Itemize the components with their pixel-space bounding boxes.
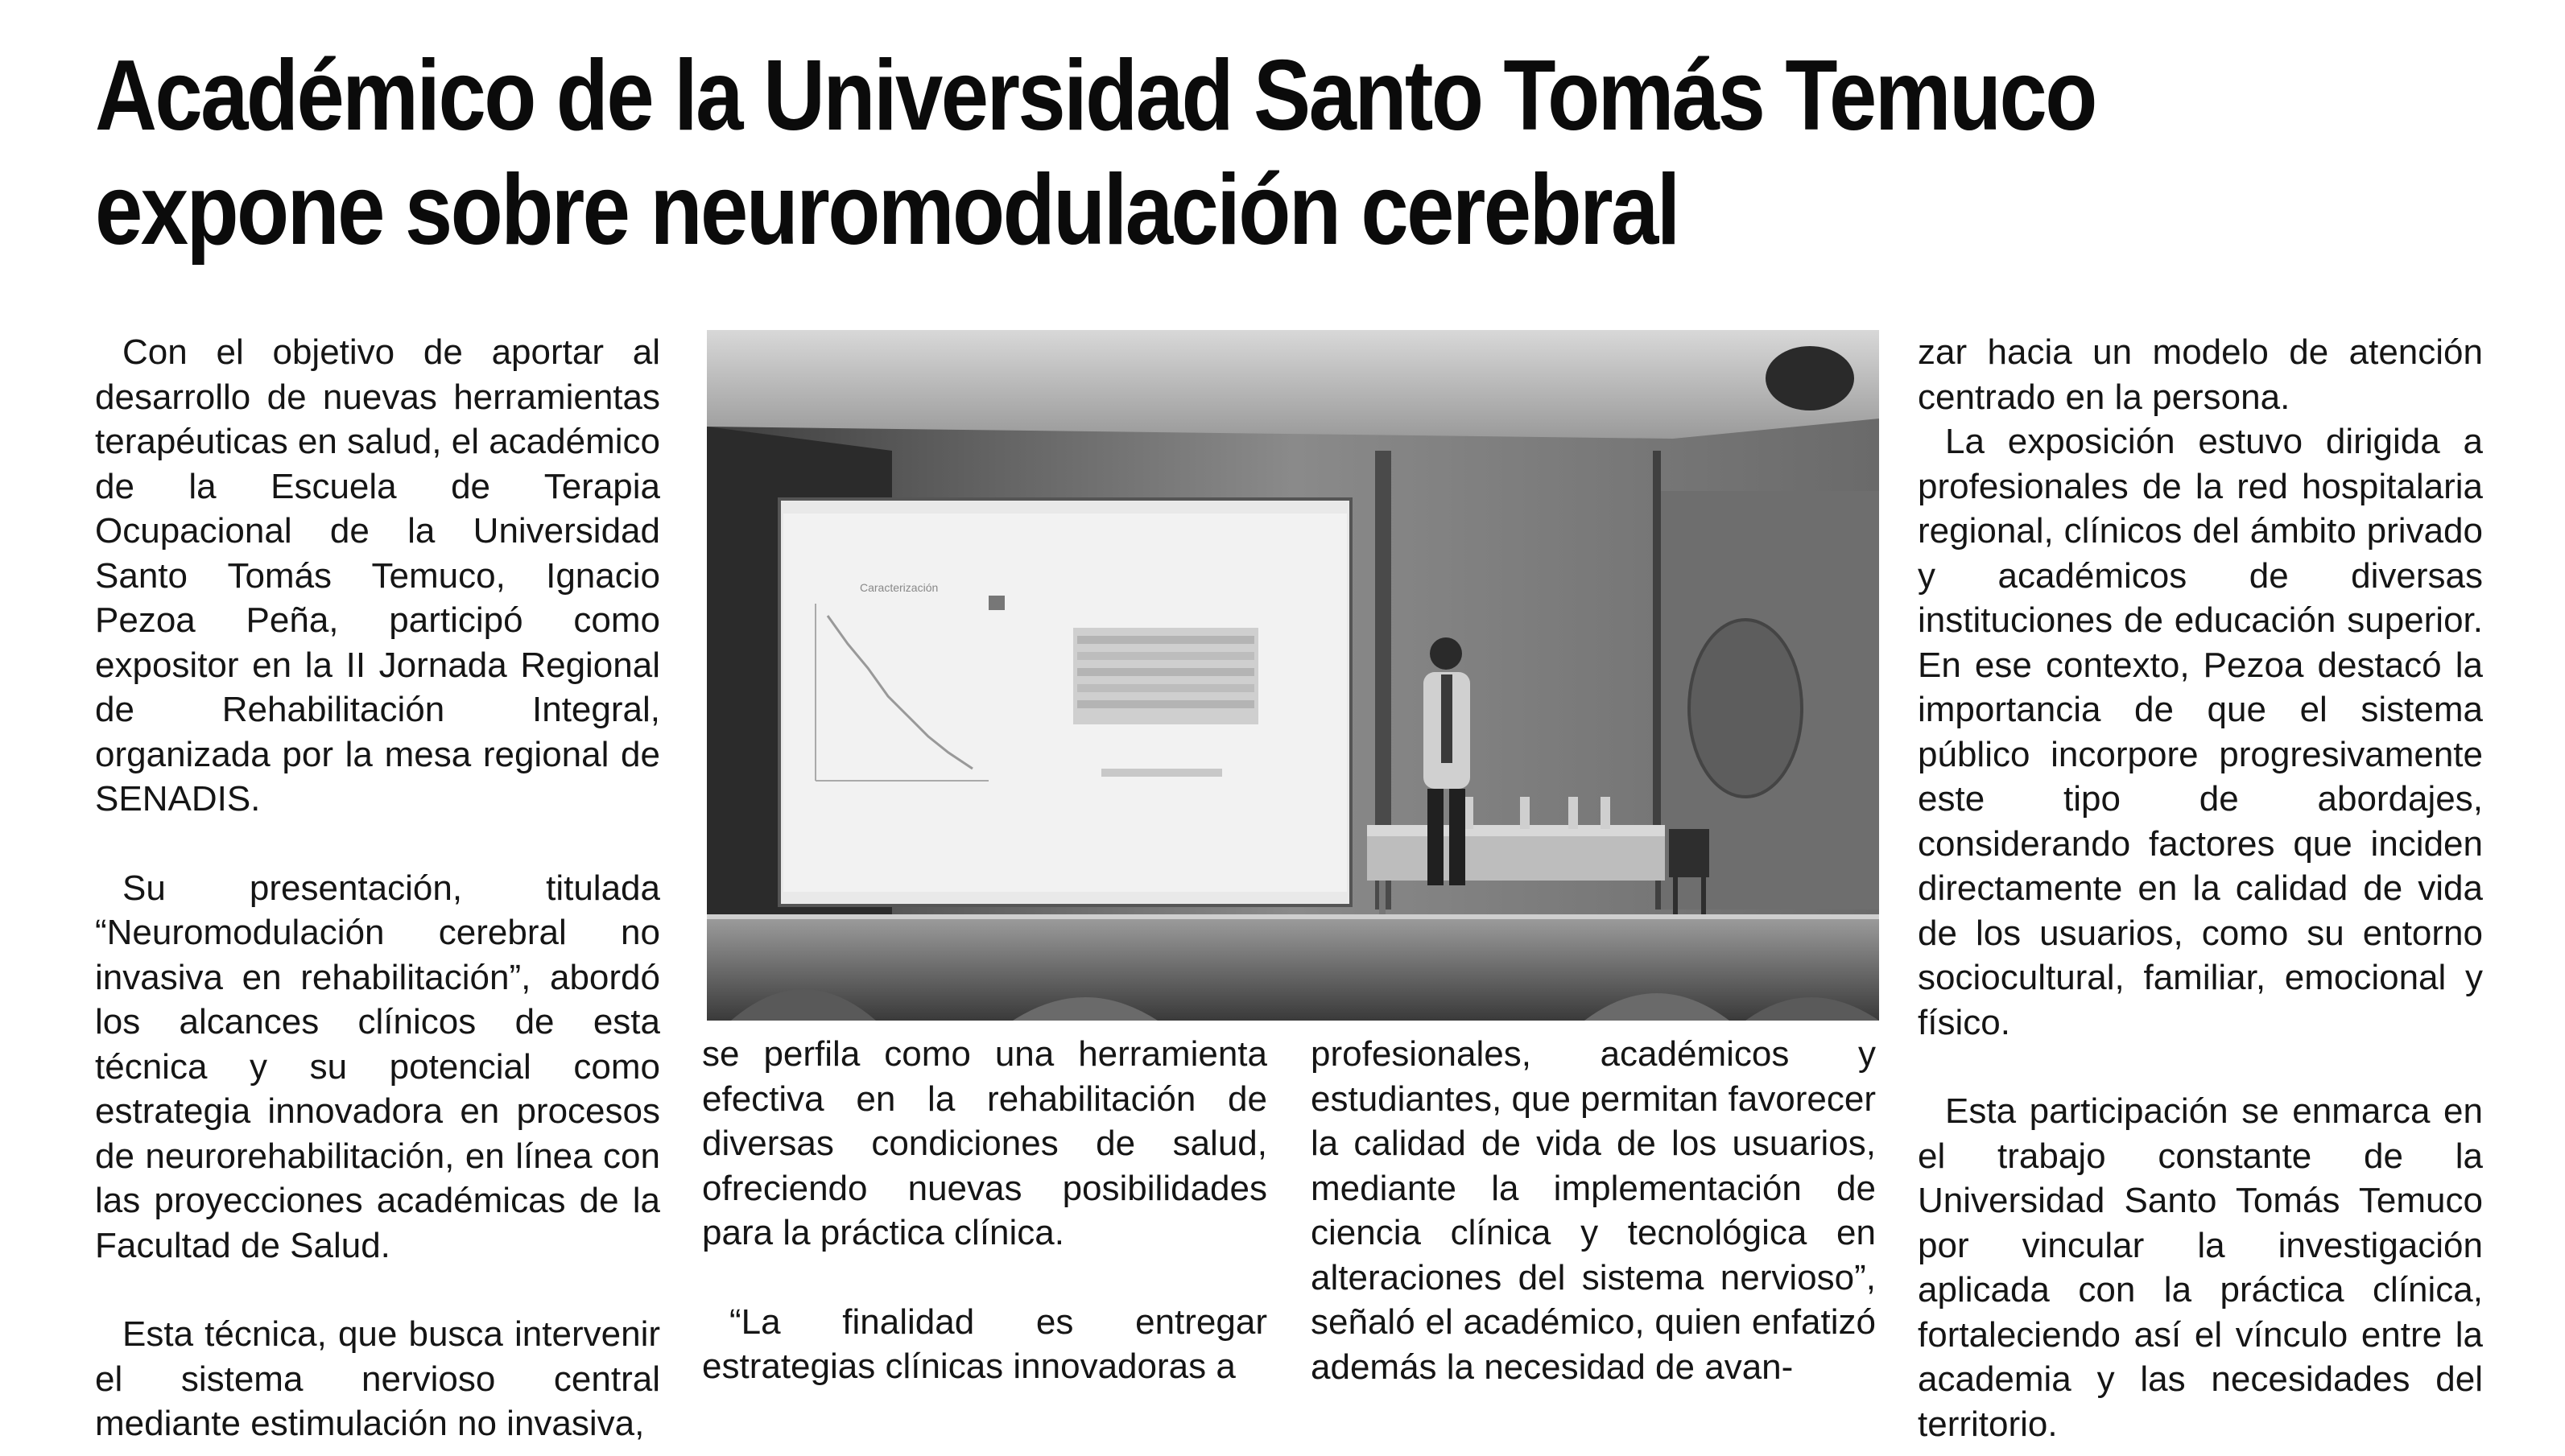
screen-surface (783, 514, 1347, 892)
headline-line-1: Académico de la Universidad Santo Tomás Temuco (95, 40, 2096, 151)
column-4 (1918, 330, 2483, 1446)
event-photo (707, 330, 1879, 1021)
paragraph-1: Con el objetivo de aportar al desarrollo de nuevas herramientas terapéuticas en salud, el académico de la Escuela de Terapia Ocupacional de la Universidad Santo Tomás Temuco, Ignacio Pezoa Peña, participó como expositor en la II Jornada Regional de Rehabilitación Integral, organizada por la mesa regional de SENADIS. (95, 332, 660, 819)
slide-table-row (1077, 684, 1254, 692)
slide-caption (1101, 769, 1222, 777)
presenter-head (1430, 637, 1462, 670)
wall-plaque (1689, 620, 1802, 797)
event-photo-illustration (707, 330, 1879, 1021)
paragraph-2: Su presentación, titulada “Neuromodulación cerebral no invasiva en rehabilitación”, abordó los alcances clínicos de esta técnica y su potencial como estrategia innovadora en procesos de neurorehabilitación, en línea con las proyecciones académicas de la Facultad de Salud. (95, 868, 660, 1265)
paragraph-6: Esta participación se enmarca en el trabajo constante de la Universidad Santo Tomás Temuco por vincular la investigación aplicada con la práctica clínica, fortaleciendo así el vínculo entre la academia y las necesidades del territorio. (1918, 1091, 2483, 1444)
column-3 (1311, 1032, 1876, 1389)
table-cloth (1367, 836, 1665, 881)
paragraph-4-start: “La finalidad es entregar estrategias clínicas innovadoras a (702, 1301, 1267, 1386)
bottle (1520, 797, 1530, 829)
headline-line-2: expone sobre neuromodulación cerebral (95, 155, 1679, 266)
presenter-shirt (1441, 674, 1452, 763)
bottle (1601, 797, 1610, 829)
slide-table-row (1077, 700, 1254, 708)
slide-logo (989, 596, 1005, 610)
paragraph-4-end: zar hacia un modelo de atención centrado en la persona. (1918, 332, 2483, 417)
slide-title: Caracterización (860, 581, 939, 594)
paragraph-3-start: Esta técnica, que busca intervenir el sistema nervioso central mediante estimulación no invasiva, (95, 1314, 660, 1443)
slide-table-row (1077, 652, 1254, 660)
stage-edge (707, 914, 1879, 919)
presenter-leg (1427, 789, 1444, 885)
slide-table-row (1077, 636, 1254, 644)
ceiling (707, 330, 1879, 439)
slide-table-row (1077, 668, 1254, 676)
wall-speaker (1766, 346, 1854, 410)
table-top (1367, 825, 1665, 836)
headline (95, 39, 2158, 267)
bottle (1568, 797, 1578, 829)
paragraph-4-middle: profesionales, académicos y estudiantes, que permitan favorecer la calidad de vida de los usuarios, mediante la implementación de ciencia clínica y tecnológica en alteraciones del sistema nervioso”, señaló el académico, quien enfatizó además la necesidad de avan- (1311, 1034, 1876, 1387)
column-2 (702, 1032, 1267, 1389)
chair (1669, 829, 1709, 877)
presenter-leg (1449, 789, 1465, 885)
paragraph-5: La exposición estuvo dirigida a profesionales de la red hospitalaria regional, clínicos del ámbito privado y académicos de diversas instituciones de educación superior. En ese contexto, Pezoa destacó la importancia de que el sistema público incorpore progresivamente este tipo de abordajes, considerando factores que inciden directamente en la calidad de vida de los usuarios, como su entorno sociocultural, familiar, emocional y físico. (1918, 422, 2483, 1042)
column-1 (95, 330, 660, 1446)
paragraph-3-end: se perfila como una herramienta efectiva en la rehabilitación de diversas condiciones de salud, ofreciendo nuevas posibilidades para la práctica clínica. (702, 1034, 1267, 1252)
